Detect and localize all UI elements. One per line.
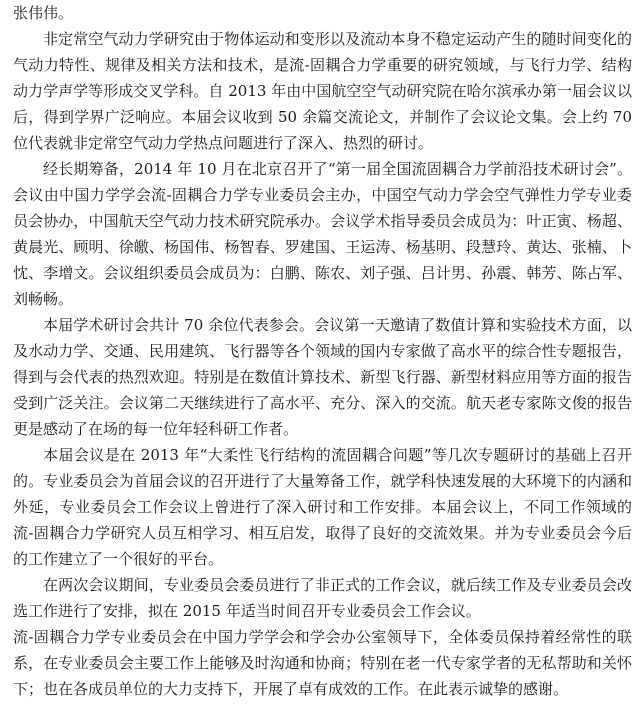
paragraph-unsteady-aerodynamics: 非定常空气动力学研究由于物体运动和变形以及流动本身不稳定运动产生的随时间变化的气动力特性、规律及相关方法和技术，是流-固耦合力学重要的研究领域，与飞行力学、结构动力学声学等形成交叉学科。自 2013 年由中国航空空气动研究院在哈尔滨承办第一届会议以后，得到学界广泛响应。本届会议收到 50 余篇交流论文，并制作了会议论文集。会上约 70 位代表就非定常空气动力学热点问题进行了深入、热烈的研讨。 — [13, 30, 632, 152]
paragraph-acknowledgement: 流-固耦合力学专业委员会在中国力学学会和学会办公室领导下，全体委员保持着经常性的联系，在专业委员会主要工作上能够及时沟通和协商；特别在老一代专家学者的无私帮助和关怀下；也在各成员单位的大力支持下，开展了卓有成效的工作。在此表示诚挚的感谢。 — [13, 628, 632, 698]
paragraph-conference-background: 本届会议是在 2013 年“大柔性飞行结构的流固耦合问题”等几次专题研讨的基础上召开的。专业委员会为首届会议的召开进行了大量筹备工作，就学科快速发展的大环境下的内涵和外延，专业委员会工作会议上曾进行了深入研讨和工作安排。本届会议上，不同工作领域的流-固耦合力学研究人员互相学习、相互启发，取得了良好的交流效果。并为专业委员会今后的工作建立了一个很好的平台。 — [13, 446, 632, 568]
paragraph-continuation: 张伟伟。 — [13, 4, 74, 22]
paragraph-conference-organization: 经长期筹备，2014 年 10 月在北京召开了“第一届全国流固耦合力学前沿技术研讨会”。会议由中国力学学会流-固耦合力学专业委员会主办，中国空气动力学会空气弹性力学专业委员会协办，中国航天空气动力技术研究院承办。会议学术指导委员会成员为：叶正寅、杨超、黄晨光、顾明、徐皦、杨国伟、杨智春、罗建国、王运涛、杨基明、段慧玲、黄达、张楠、卜忱、李增文。会议组织委员会成员为：白鹏、陈农、刘子强、吕计男、孙震、韩芳、陈占军、刘畅畅。 — [13, 160, 632, 308]
paragraph-committee-meeting: 在两次会议期间，专业委员会委员进行了非正式的工作会议，就后续工作及专业委员会改选工作进行了安排，拟在 2015 年适当时间召开专业委员会工作会议。 — [13, 576, 632, 620]
paragraph-conference-proceedings: 本届学术研讨会共计 70 余位代表参会。会议第一天邀请了数值计算和实验技术方面，以及水动力学、交通、民用建筑、飞行器等各个领域的国内专家做了高水平的综合性专题报告，得到与会代表的热烈欢迎。特别是在数值计算技术、新型飞行器、新型材料应用等方面的报告受到广泛关注。会议第二天继续进行了高水平、充分、深入的交流。航天老专家陈文俊的报告更是感动了在场的每一位年轻科研工作者。 — [13, 316, 632, 438]
